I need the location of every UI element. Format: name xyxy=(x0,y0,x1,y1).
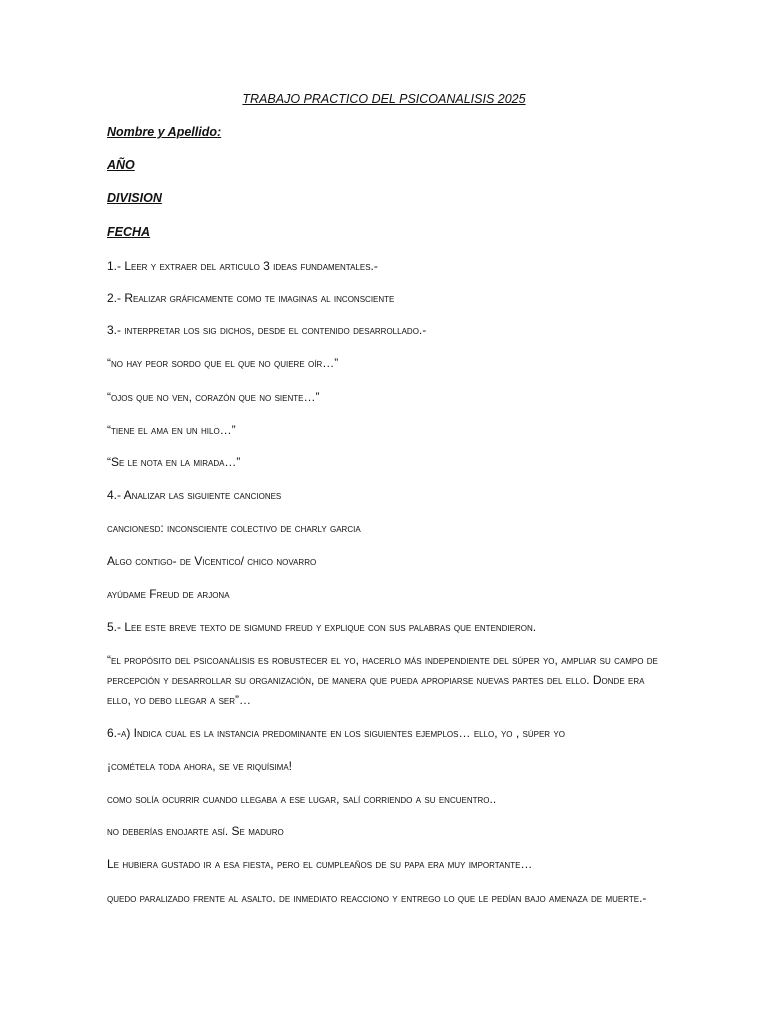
document-title: TRABAJO PRACTICO DEL PSICOANALISIS 2025 xyxy=(242,92,526,106)
example-2: como solía ocurrir cuando llegaba a ese lugar, salí corriendo a su encuentro.. xyxy=(107,792,497,806)
anio-label: AÑO xyxy=(107,158,135,172)
song-2: Algo contigo- de Vicentico/ chico novarro xyxy=(107,554,317,568)
freud-quote: “el propósito del psicoanálisis es robustecer el yo, hacerlo más independiente del súper yo, ampliar su campo de percepción y desarrollar su organización, de manera que pueda apropiarse nuevas partes del ello. Donde era ello, yo debo llegar a ser”… xyxy=(107,653,658,707)
item-1: 1.- Leer y extraer del articulo 3 ideas fundamentales.- xyxy=(107,259,378,273)
item-6: 6.-a) Indica cual es la instancia predominante en los siguientes ejemplos… ello, yo , súper yo xyxy=(107,726,565,740)
item-3: 3.- interpretar los sig dichos, desde el contenido desarrollado.- xyxy=(107,323,427,337)
saying-2: “ojos que no ven, corazón que no siente…” xyxy=(107,390,320,404)
saying-4: “Se le nota en la mirada…” xyxy=(107,455,241,469)
example-3: no deberías enojarte así. Se maduro xyxy=(107,824,284,838)
example-5: quedo paralizado frente al asalto. de inmediato reacciono y entrego lo que le pedían bajo amenaza de muerte.- xyxy=(107,891,647,905)
song-3: ayúdame Freud de arjona xyxy=(107,587,230,601)
example-1: ¡cométela toda ahora, se ve riquísima! xyxy=(107,759,292,773)
item-2: 2.- Realizar gráficamente como te imaginas al inconsciente xyxy=(107,291,395,305)
item-4: 4.- Analizar las siguiente canciones xyxy=(107,488,282,502)
fecha-label: FECHA xyxy=(107,225,151,239)
example-4: Le hubiera gustado ir a esa fiesta, pero el cumpleaños de su papa era muy importante… xyxy=(107,857,533,871)
saying-1: “no hay peor sordo que el que no quiere oír…” xyxy=(107,356,339,370)
song-list-heading: cancionesd: inconsciente colectivo de charly garcia xyxy=(107,521,361,535)
saying-3: “tiene el ama en un hilo…” xyxy=(107,423,236,437)
item-5: 5.- Lee este breve texto de sigmund freud y explique con sus palabras que entendieron. xyxy=(107,620,537,634)
division-label: DIVISION xyxy=(107,191,162,205)
nombre-label: Nombre y Apellido: xyxy=(107,125,222,139)
